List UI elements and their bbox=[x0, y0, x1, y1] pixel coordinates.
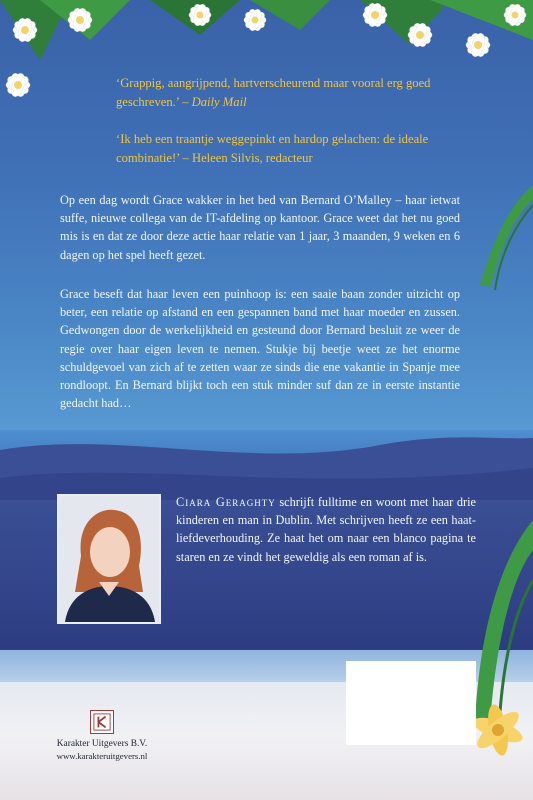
author-name: Ciara Geraghty bbox=[176, 495, 276, 509]
quote-1-source: Daily Mail bbox=[191, 95, 247, 109]
author-bio-text: schrijft fulltime en woont met haar drie kinderen en man in Dublin. Met schrijven heeft ze een haat-liefdeverhouding. Ze haat het om naar een blanco pagina te staren en ze vindt het geweldig als een roman af is. bbox=[176, 495, 476, 564]
press-quote-1 bbox=[116, 74, 476, 112]
publisher-url[interactable]: www.karakteruitgevers.nl bbox=[56, 751, 148, 761]
publisher-name: Karakter Uitgevers B.V. bbox=[56, 739, 148, 749]
press-quote-2 bbox=[116, 130, 476, 168]
quote-2-text: ‘Ik heb een traantje weggepinkt en hardop gelachen: de ideale combinatie!’ – Heleen Silvis, redacteur bbox=[116, 132, 429, 165]
blurb-paragraph-2: Grace beseft dat haar leven een puinhoop is: een saaie baan zonder uitzicht op beter, een relatie op afstand en een gespannen band met haar moeder en zussen. Gedwongen door de werkelijkheid en gesteund door Bernard besluit ze weer de regie over haar eigen leven te nemen. Stukje bij beetje weet ze het enorme schuldgevoel van zich af te zetten waar ze sinds die ene vakantie in Spanje mee rondloopt. En Bernard blijkt toch een stuk minder suf dan ze in eerste instantie gedacht had… bbox=[60, 287, 460, 411]
author-photo bbox=[57, 494, 161, 624]
publisher-block bbox=[52, 710, 152, 762]
barcode-area bbox=[346, 661, 476, 745]
author-bio bbox=[176, 493, 476, 566]
blurb-paragraph-1: Op een dag wordt Grace wakker in het bed van Bernard O’Malley – haar ietwat suffe, nieuwe collega van de IT-afdeling op kantoor. Grace weet dat het nu goed mis is en dat ze door deze actie haar relatie van 1 jaar, 3 maanden, 9 weken en 6 dagen op het spel heeft gezet. bbox=[60, 193, 460, 262]
palm-leaf-right-decoration bbox=[470, 175, 533, 295]
karakter-k-logo-icon bbox=[90, 710, 114, 734]
quote-1-text: ‘Grappig, aangrijpend, hartverscheurend maar vooral erg goed geschreven.’ – bbox=[116, 76, 431, 109]
